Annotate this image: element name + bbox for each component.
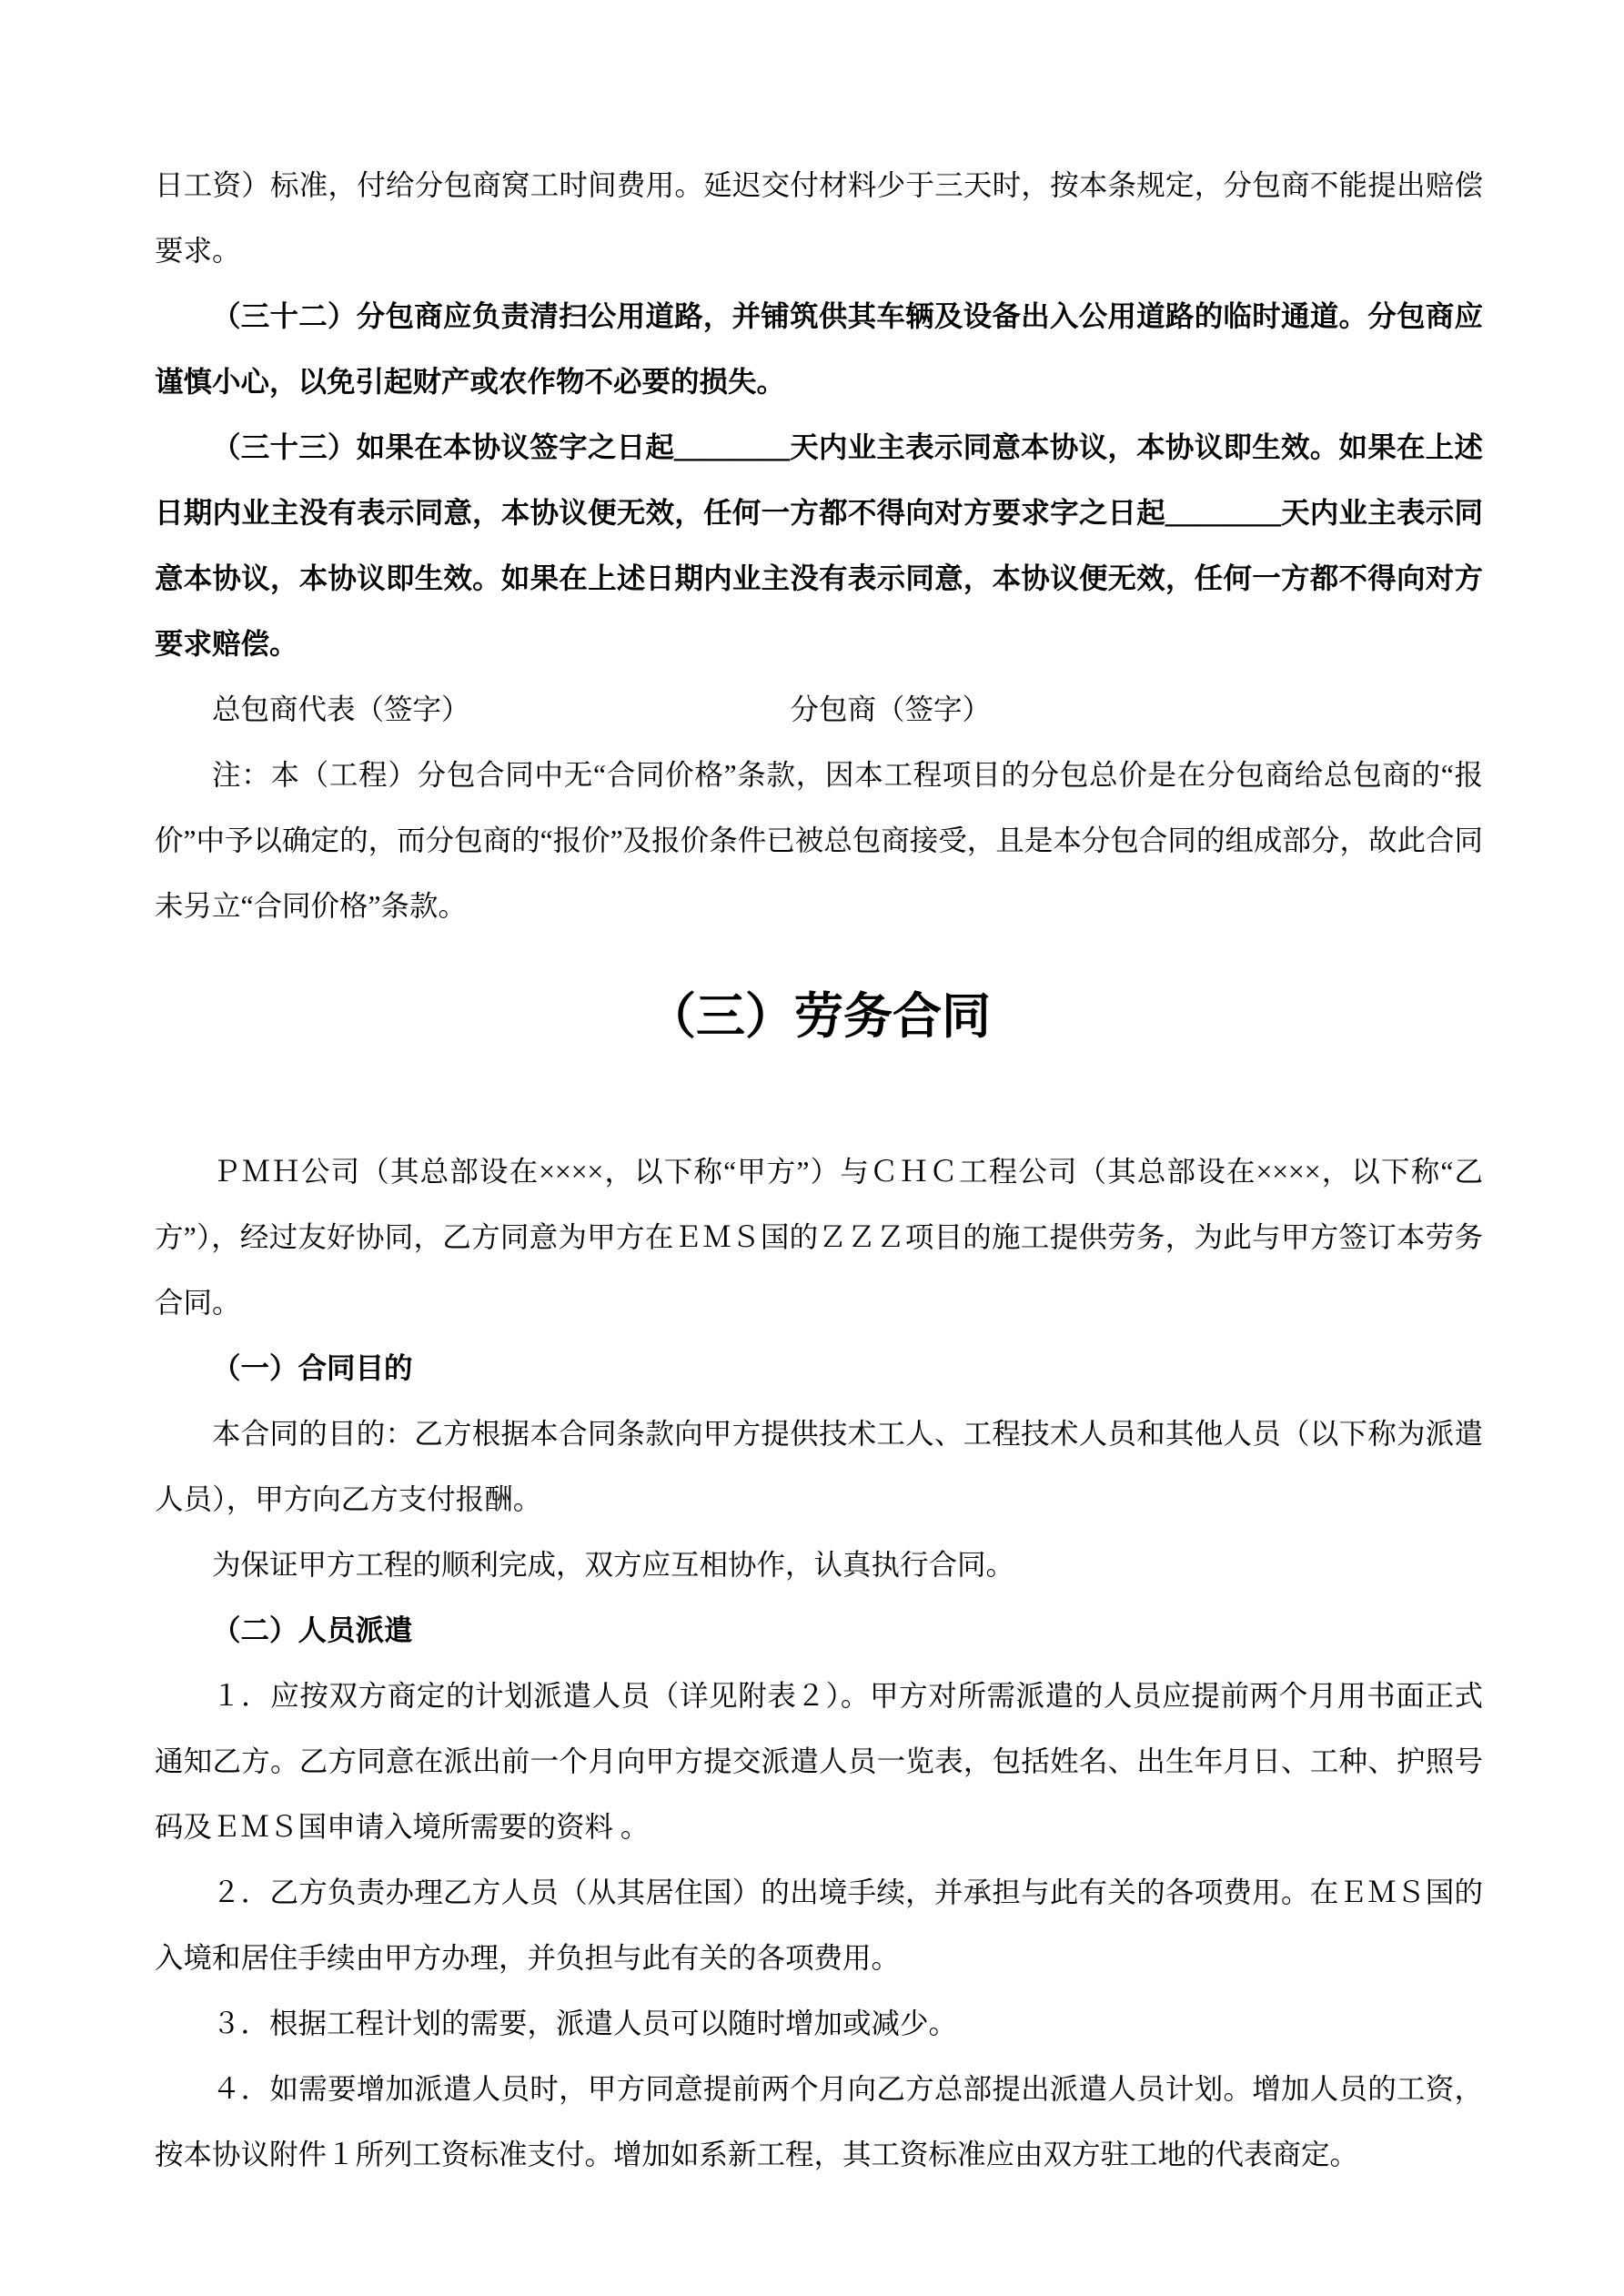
subcontractor-signature-label: 分包商（签字） [790, 693, 992, 725]
dispatch-item-2: ２．乙方负责办理乙方人员（从其居住国）的出境手续，并承担与此有关的各项费用。在ＥＭＳ国的入境和居住手续由甲方办理，并负担与此有关的各项费用。 [155, 1876, 1483, 1974]
note-paragraph: 注：本（工程）分包合同中无“合同价格”条款，因本工程项目的分包总价是在分包商给总包商的“报价”中予以确定的，而分包商的“报价”及报价条件已被总包商接受，且是本分包合同的组成部分，故此合同未另立“合同价格”条款。 [155, 759, 1483, 922]
dispatch-item-1: １．应按双方商定的计划派遣人员（详见附表２）。甲方对所需派遣的人员应提前两个月用书面正式通知乙方。乙方同意在派出前一个月向甲方提交派遣人员一览表，包括姓名、出生年月日、工种、护照号码及ＥＭＳ国申请入境所需要的资料 。 [155, 1680, 1483, 1843]
general-contractor-signature-label: 总包商代表（签字） [212, 693, 470, 725]
purpose-paragraph-2: 为保证甲方工程的顺利完成，双方应互相协作，认真执行合同。 [212, 1549, 1015, 1581]
clause-33-paragraph: （三十三）如果在本协议签字之日起＿＿＿＿天内业主表示同意本协议，本协议即生效。如果在上述日期内业主没有表示同意，本协议便无效，任何一方都不得向对方要求字之日起＿＿＿＿天内业主表示同意本协议，本协议即生效。如果在上述日期内业主没有表示同意，本协议便无效，任何一方都不得向对方要求赔偿。 [155, 431, 1483, 660]
intro-continuation-paragraph: 日工资）标准，付给分包商窝工时间费用。延迟交付材料少于三天时，按本条规定，分包商不能提出赔偿要求。 [155, 169, 1483, 267]
signature-line [155, 677, 1483, 743]
clause-32-paragraph: （三十二）分包商应负责清扫公用道路，并铺筑供其车辆及设备出入公用道路的临时通道。分包商应谨慎小心，以免引起财产或农作物不必要的损失。 [155, 300, 1483, 398]
document-content [155, 153, 1483, 2188]
heading-personnel-dispatch: （二）人员派遣 [212, 1614, 413, 1646]
purpose-paragraph-1: 本合同的目的：乙方根据本合同条款向甲方提供技术工人、工程技术人员和其他人员（以下称为派遣人员），甲方向乙方支付报酬。 [155, 1418, 1483, 1515]
labor-contract-intro-paragraph: ＰＭＨ公司（其总部设在××××，以下称“甲方”）与ＣＨＣ工程公司（其总部设在××××，以下称“乙方”），经过友好协同，乙方同意为甲方在ＥＭＳ国的ＺＺＺ项目的施工提供劳务，为此与甲方签订本劳务合同。 [155, 1156, 1483, 1319]
dispatch-item-4: ４．如需要增加派遣人员时，甲方同意提前两个月向乙方总部提出派遣人员计划。增加人员的工资，按本协议附件１所列工资标准支付。增加如系新工程，其工资标准应由双方驻工地的代表商定。 [155, 2073, 1483, 2170]
heading-contract-purpose: （一）合同目的 [212, 1352, 413, 1384]
section-title: （三）劳务合同 [647, 989, 991, 1044]
dispatch-item-3: ３．根据工程计划的需要，派遣人员可以随时增加或减少。 [212, 2008, 958, 2039]
